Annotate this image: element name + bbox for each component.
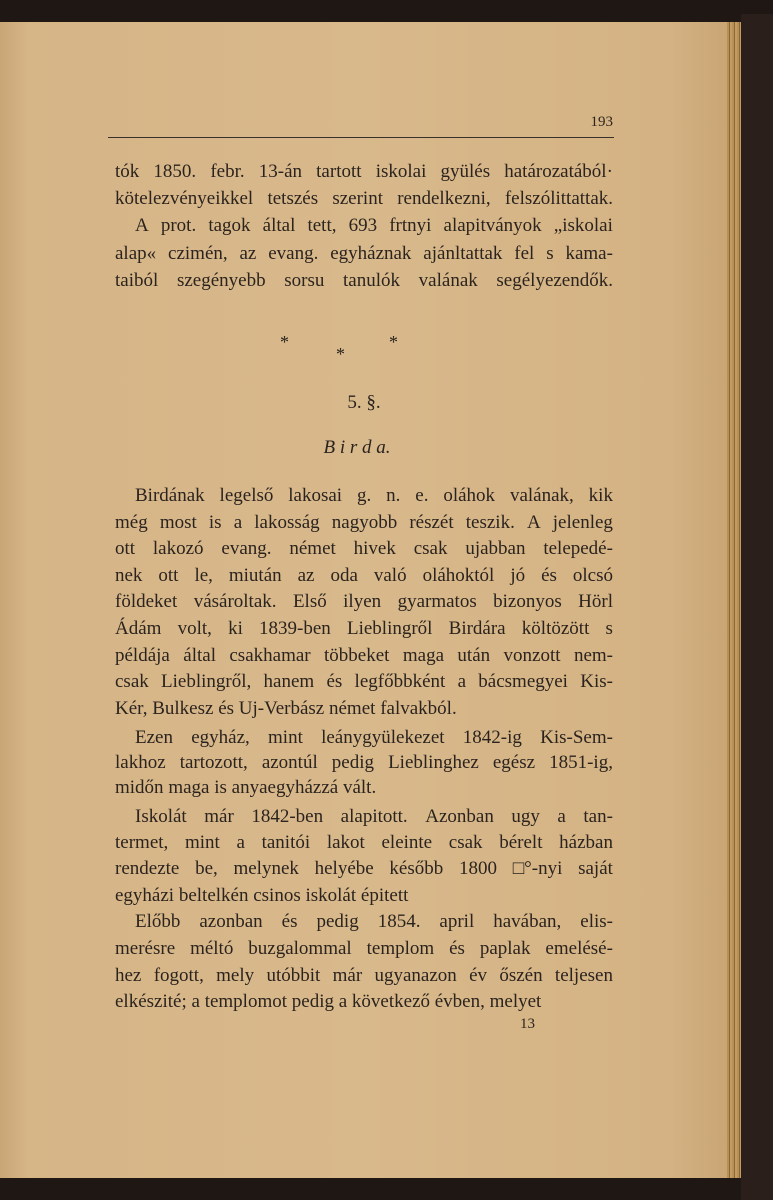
word: iskolai [375, 161, 427, 182]
word: épitett [360, 884, 409, 906]
word: bácsmegyei [478, 671, 568, 693]
word: pedig [316, 911, 359, 932]
word: hez [115, 964, 142, 986]
word: oda [330, 564, 358, 586]
asterisk: * [280, 332, 289, 352]
word: 693 [348, 215, 378, 237]
word: csak [115, 671, 149, 693]
word: vált. [342, 777, 377, 799]
word: april [439, 911, 475, 932]
word: mint [268, 727, 303, 748]
word: melynek [233, 858, 299, 880]
word: a [233, 511, 243, 533]
word: emelésé- [545, 937, 613, 959]
word: szegényebb [176, 269, 266, 291]
word: Lieblinghez [388, 752, 479, 774]
word: év [469, 964, 488, 986]
word: templomot [204, 991, 292, 1013]
word: 1851-ig, [549, 752, 613, 774]
word: rendelkezni, [397, 188, 491, 210]
word: Uj-Verbász [238, 697, 329, 719]
word: mint [184, 832, 220, 854]
text-line [115, 538, 613, 560]
word: Hörl [578, 591, 613, 613]
word: ott [115, 538, 136, 560]
word: is [208, 511, 222, 533]
word: 1842-ben [251, 806, 324, 827]
word: nek [115, 564, 143, 586]
text-line [115, 727, 613, 749]
section-number: 5. §. [347, 392, 381, 413]
page-edges [727, 22, 741, 1178]
word: házban [559, 832, 613, 854]
word: az [239, 242, 257, 264]
word: termet, [115, 832, 169, 854]
word: Bulkesz [152, 697, 219, 719]
word: méltó [190, 937, 234, 959]
word: által [262, 215, 296, 237]
word: rendezte [115, 858, 180, 880]
word: 1854. [377, 911, 421, 932]
word: alapitványok [443, 215, 542, 237]
word: még [115, 511, 148, 533]
word: egyházi [115, 884, 179, 906]
text-line [115, 832, 613, 854]
word: 1839-ben [259, 618, 331, 639]
word: havában, [493, 911, 562, 932]
word: 13-án [258, 161, 303, 182]
word: sorsu [284, 269, 325, 291]
word: német [329, 697, 381, 719]
word: tan- [583, 806, 613, 827]
word: német [289, 538, 336, 560]
word: őszén [499, 964, 543, 986]
word: határozatából· [504, 161, 613, 182]
word: valának [418, 269, 478, 291]
word: csinos [253, 884, 306, 906]
text-line [115, 752, 613, 774]
word: Ezen [135, 727, 173, 748]
word: gyarmatos [397, 591, 477, 613]
word: a [557, 806, 566, 827]
word: elis- [580, 911, 613, 932]
word: költözött [521, 618, 590, 639]
word: ugy [511, 806, 540, 827]
word: egyháznak [330, 242, 412, 264]
word: való [373, 564, 407, 586]
word: pedig [291, 991, 339, 1013]
asterisk: * [389, 332, 398, 352]
word: a [191, 991, 205, 1013]
word: paplak [479, 937, 531, 959]
word: Ádám [115, 618, 162, 639]
word: a [236, 832, 245, 854]
text-line [115, 965, 613, 987]
page-number: 193 [590, 114, 613, 130]
word: ugyanazon [374, 964, 457, 986]
word: volt, [177, 618, 212, 639]
word: hivek [353, 538, 396, 560]
text-line [115, 885, 613, 907]
word: földeket [115, 591, 178, 613]
word: falvakból. [380, 697, 457, 719]
word: be, [195, 858, 218, 880]
word: bérelt [499, 832, 543, 854]
word: Kér, [115, 697, 153, 719]
word: Első [292, 591, 327, 613]
word: □°-nyi [512, 858, 563, 880]
word: Lieblingről [346, 618, 433, 639]
word: a [457, 671, 467, 693]
word: valának, [509, 485, 574, 506]
section-title: B i r d a. [323, 437, 391, 458]
word: e. [415, 485, 429, 506]
word: midőn [115, 777, 169, 799]
text-line [115, 911, 613, 933]
word: felszólittattak. [504, 188, 613, 210]
word: részét [409, 511, 454, 533]
word: azontúl [261, 752, 318, 774]
word: ott [158, 564, 179, 586]
word: lakhoz [115, 752, 166, 774]
word: miután [228, 564, 282, 586]
book-cover-edge [741, 14, 773, 1200]
text-line [115, 215, 613, 237]
word: evang. [268, 242, 319, 264]
text-line [115, 806, 613, 828]
text-line [115, 991, 613, 1013]
word: és [326, 671, 343, 693]
word: s [546, 242, 554, 264]
word: a [338, 991, 352, 1013]
word: Kis- [580, 671, 613, 693]
word: pedig [331, 752, 375, 774]
word: A [135, 215, 149, 237]
word: tagok [208, 215, 251, 237]
word: csak [413, 538, 448, 560]
word: febr. [210, 161, 245, 182]
word: szerint [332, 188, 383, 210]
word: vásároltak. [193, 591, 277, 613]
word: egész [492, 752, 536, 774]
word: anyaegyházzá [231, 777, 343, 799]
word: 1800 [458, 858, 497, 880]
word: legelső [219, 485, 274, 506]
word: Birdára [448, 618, 506, 639]
word: fogott, [153, 964, 204, 986]
word: saját [578, 858, 613, 880]
text-line [115, 512, 613, 534]
word: is [214, 777, 232, 799]
word: hanem [263, 671, 315, 693]
word: kik [588, 485, 613, 506]
word: legfőbbként [354, 671, 446, 693]
word: fel [514, 242, 535, 264]
word: teljesen [554, 964, 613, 986]
word: következő [351, 991, 435, 1013]
word: tanitói [261, 832, 311, 854]
word: iskolát [305, 884, 361, 906]
word: bizonyos [493, 591, 562, 613]
word: oláhok [443, 485, 496, 506]
text-line [115, 270, 613, 292]
word: tanulók [343, 269, 401, 291]
text-line [115, 161, 613, 183]
word: ujabban [465, 538, 526, 560]
text-line [115, 565, 613, 587]
word: után [457, 644, 491, 666]
word: nagyobb [331, 511, 398, 533]
word: tett, [307, 215, 337, 237]
text-line [115, 938, 613, 960]
word: gyülés [440, 161, 491, 182]
word: buzgalommal [248, 937, 352, 959]
word: tók [115, 161, 140, 182]
word: lakot [326, 832, 365, 854]
word: által [183, 644, 216, 666]
word: merésre [115, 937, 176, 959]
word: és [218, 697, 239, 719]
word: lakozó [152, 538, 204, 560]
word: példája [115, 644, 170, 666]
word: Lieblingről, [161, 671, 252, 693]
word: mely [216, 964, 255, 986]
word: 1850. [153, 161, 197, 182]
word: lakosság [254, 511, 320, 533]
word: már [332, 964, 363, 986]
word: csak [448, 832, 483, 854]
word: „iskolai [553, 215, 613, 237]
word: lakosai [288, 485, 343, 506]
word: Birdának [135, 485, 205, 506]
word: kama- [565, 242, 613, 264]
word: A [526, 511, 541, 533]
word: taiból [115, 269, 159, 291]
word: templom [366, 937, 435, 959]
word: prot. [160, 215, 197, 237]
word: és [541, 564, 557, 586]
word: Kis-Sem- [540, 727, 613, 748]
word: nem- [573, 644, 613, 666]
text-line [115, 618, 613, 640]
text-line [115, 188, 613, 210]
word: olcsó [572, 564, 613, 586]
word: ajánltattak [423, 242, 503, 264]
word: többeket [324, 644, 390, 666]
word: egyház, [191, 727, 250, 748]
text-line [115, 243, 613, 265]
word: később [389, 858, 444, 880]
word: évben, [434, 991, 490, 1013]
word: telepedé- [543, 538, 613, 560]
word: segélyezendők. [496, 269, 613, 291]
word: n. [386, 485, 401, 506]
header-rule [108, 137, 614, 138]
word: ki [228, 618, 243, 639]
word: oláhoktól [422, 564, 495, 586]
word: s [605, 618, 613, 639]
word: beltelkén [178, 884, 254, 906]
word: tartozott, [179, 752, 248, 774]
asterisk: * [336, 344, 345, 364]
word: leánygyülekezet [321, 727, 445, 748]
word: és [449, 937, 465, 959]
word: frtnyi [389, 215, 432, 237]
word: már [204, 806, 234, 827]
word: eleinte [381, 832, 433, 854]
word: Előbb [135, 911, 181, 932]
word: teszik. [465, 511, 515, 533]
text-line [115, 698, 613, 720]
text-line [115, 671, 613, 693]
word: azonban [199, 911, 263, 932]
text-line [115, 485, 613, 507]
word: 1842-ig [462, 727, 522, 748]
word: melyet [489, 991, 542, 1013]
word: Iskolát [135, 806, 187, 827]
word: helyébe [314, 858, 374, 880]
word: evang. [221, 538, 272, 560]
word: jó [510, 564, 526, 586]
text-line [115, 645, 613, 667]
word: tetszés [267, 188, 319, 210]
text-line [115, 858, 613, 880]
word: maga [402, 644, 445, 666]
word: jelenleg [552, 511, 613, 533]
word: g. [356, 485, 372, 506]
word: most [159, 511, 197, 533]
word: tartott [316, 161, 362, 182]
text-line [115, 591, 613, 613]
word: alapitott. [340, 806, 408, 827]
word: kötelezvényeikkel [115, 188, 254, 210]
signature-mark: 13 [520, 1016, 535, 1032]
word: maga [168, 777, 215, 799]
word: czimén, [168, 242, 228, 264]
text-line [115, 777, 613, 799]
word: és [281, 911, 298, 932]
word: Azonban [425, 806, 494, 827]
word: le, [194, 564, 213, 586]
word: alap« [115, 242, 157, 264]
word: az [297, 564, 315, 586]
word: elkészité; [115, 991, 192, 1013]
word: ilyen [343, 591, 382, 613]
word: utóbbit [266, 964, 321, 986]
word: vonzott [503, 644, 561, 666]
word: csakhamar [229, 644, 311, 666]
